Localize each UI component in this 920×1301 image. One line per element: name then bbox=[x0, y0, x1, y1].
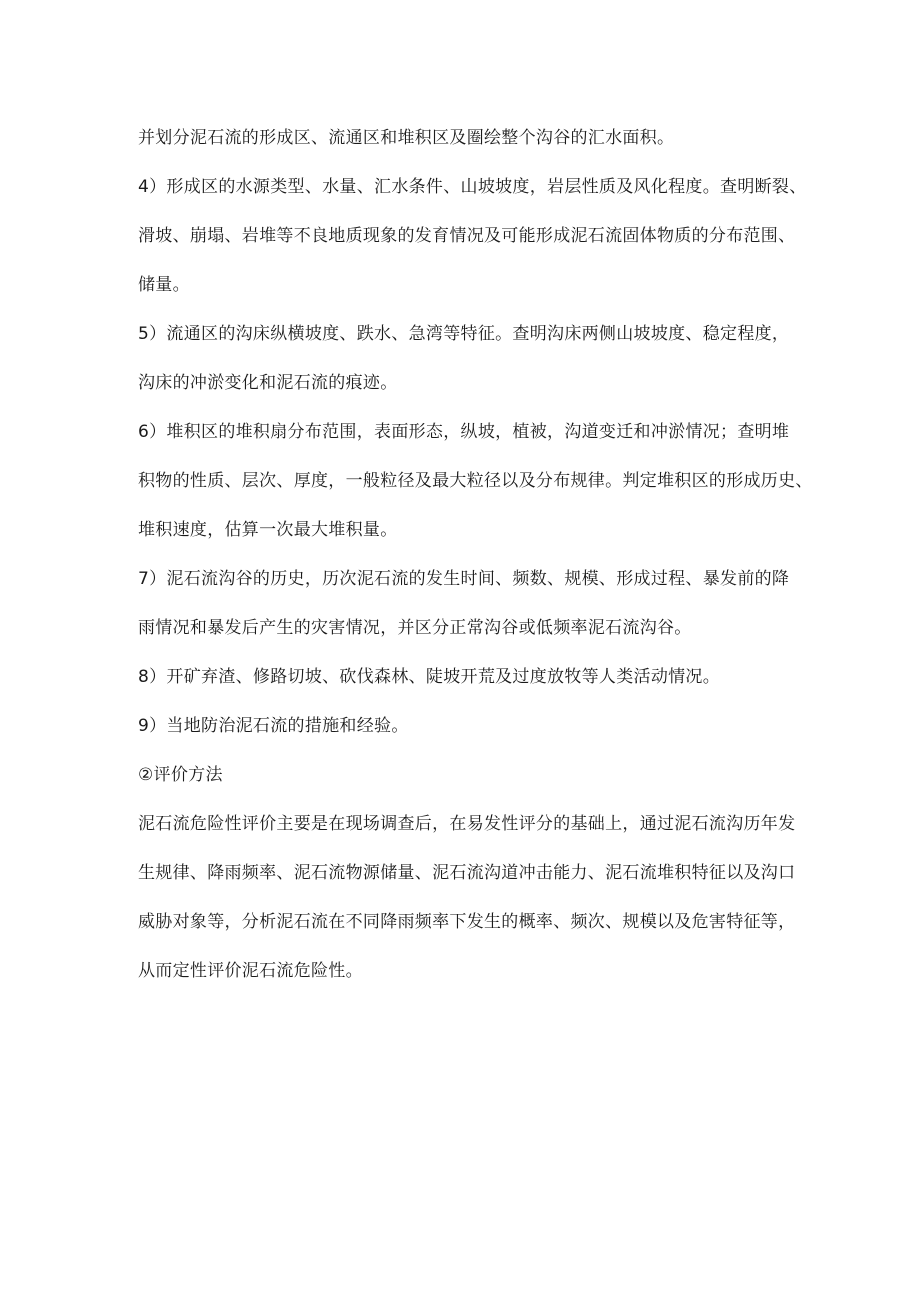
text-line: 生规律、降雨频率、泥石流物源储量、泥石流沟道冲击能力、泥石流堆积特征以及沟口 bbox=[138, 863, 796, 883]
text-line: 7）泥石流沟谷的历史，历次泥石流的发生时间、频数、规模、形成过程、暴发前的降 bbox=[138, 569, 790, 589]
text-line: 储量。 bbox=[138, 275, 190, 295]
body-text bbox=[138, 118, 813, 1000]
section-heading: ②评价方法 bbox=[138, 765, 223, 785]
text-line: 6）堆积区的堆积扇分布范围，表面形态，纵坡，植被，沟道变迁和冲淤情况；查明堆 bbox=[138, 422, 790, 442]
text-line: 沟床的冲淤变化和泥石流的痕迹。 bbox=[138, 373, 398, 393]
text-line: 9）当地防治泥石流的措施和经验。 bbox=[138, 716, 409, 736]
text-line: 滑坡、崩塌、岩堆等不良地质现象的发育情况及可能形成泥石流固体物质的分布范围、 bbox=[138, 226, 796, 246]
text-line: 堆积速度，估算一次最大堆积量。 bbox=[138, 520, 398, 540]
text-line: 从而定性评价泥石流危险性。 bbox=[138, 961, 363, 981]
text-line: 5）流通区的沟床纵横坡度、跌水、急湾等特征。查明沟床两侧山坡坡度、稳定程度， bbox=[138, 324, 790, 344]
text-line: 泥石流危险性评价主要是在现场调查后，在易发性评分的基础上，通过泥石流沟历年发 bbox=[138, 814, 796, 834]
text-line: 4）形成区的水源类型、水量、汇水条件、山坡坡度，岩层性质及风化程度。查明断裂、 bbox=[138, 177, 807, 197]
text-line: 8）开矿弃渣、修路切坡、砍伐森林、陡坡开荒及过度放牧等人类活动情况。 bbox=[138, 667, 721, 687]
text-line: 威胁对象等，分析泥石流在不同降雨频率下发生的概率、频次、规模以及危害特征等， bbox=[138, 912, 796, 932]
text-line: 积物的性质、层次、厚度，一般粒径及最大粒径以及分布规律。判定堆积区的形成历史、 bbox=[138, 471, 813, 491]
text-line: 并划分泥石流的形成区、流通区和堆积区及圈绘整个沟谷的汇水面积。 bbox=[138, 128, 675, 148]
text-line: 雨情况和暴发后产生的灾害情况，并区分正常沟谷或低频率泥石流沟谷。 bbox=[138, 618, 692, 638]
